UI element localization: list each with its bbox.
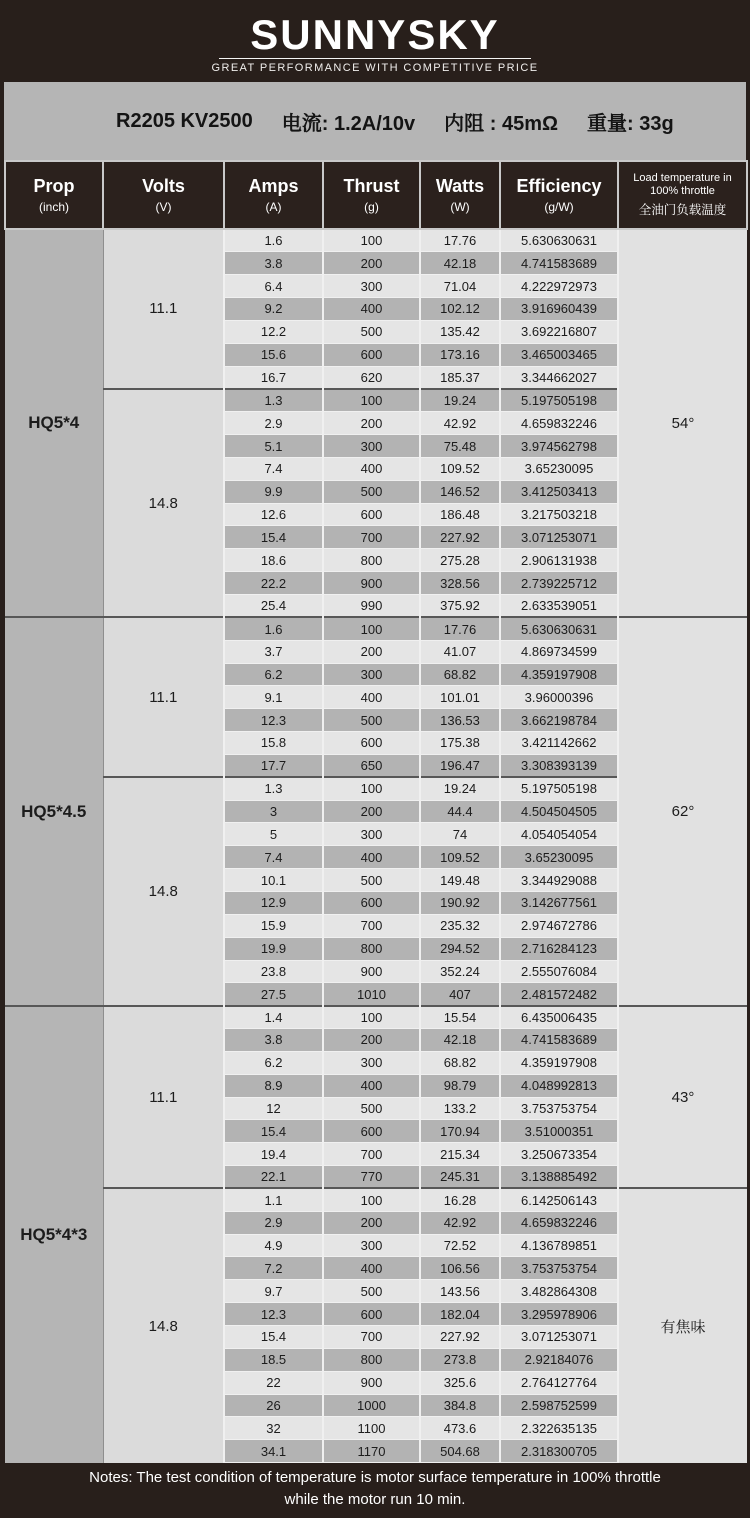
amps-cell: 1.3 bbox=[224, 777, 323, 800]
watts-cell: 352.24 bbox=[420, 960, 500, 983]
watts-cell: 245.31 bbox=[420, 1166, 500, 1189]
watts-cell: 473.6 bbox=[420, 1417, 500, 1440]
amps-cell: 10.1 bbox=[224, 869, 323, 892]
thrust-cell: 100 bbox=[323, 1188, 420, 1211]
efficiency-cell: 3.142677561 bbox=[500, 891, 618, 914]
tagline-divider bbox=[219, 58, 531, 59]
temp-cell: 54° bbox=[618, 229, 747, 617]
amps-cell: 22.2 bbox=[224, 572, 323, 595]
watts-cell: 135.42 bbox=[420, 320, 500, 343]
watts-cell: 190.92 bbox=[420, 891, 500, 914]
amps-cell: 2.9 bbox=[224, 412, 323, 435]
thrust-cell: 200 bbox=[323, 1029, 420, 1052]
thrust-cell: 200 bbox=[323, 412, 420, 435]
thrust-cell: 1000 bbox=[323, 1394, 420, 1417]
efficiency-cell: 2.633539051 bbox=[500, 595, 618, 618]
efficiency-cell: 3.138885492 bbox=[500, 1166, 618, 1189]
thrust-cell: 500 bbox=[323, 480, 420, 503]
efficiency-cell: 3.217503218 bbox=[500, 503, 618, 526]
efficiency-cell: 3.295978906 bbox=[500, 1303, 618, 1326]
watts-cell: 133.2 bbox=[420, 1097, 500, 1120]
volts-cell: 11.1 bbox=[103, 1006, 224, 1189]
thrust-cell: 500 bbox=[323, 1280, 420, 1303]
amps-cell: 22 bbox=[224, 1371, 323, 1394]
brand-header bbox=[4, 4, 746, 82]
efficiency-cell: 3.662198784 bbox=[500, 709, 618, 732]
amps-cell: 1.6 bbox=[224, 229, 323, 252]
efficiency-cell: 3.071253071 bbox=[500, 1326, 618, 1349]
efficiency-cell: 2.716284123 bbox=[500, 937, 618, 960]
thrust-cell: 600 bbox=[323, 891, 420, 914]
thrust-cell: 300 bbox=[323, 823, 420, 846]
efficiency-cell: 3.308393139 bbox=[500, 754, 618, 777]
amps-cell: 12 bbox=[224, 1097, 323, 1120]
watts-cell: 41.07 bbox=[420, 640, 500, 663]
watts-cell: 235.32 bbox=[420, 914, 500, 937]
amps-cell: 15.6 bbox=[224, 343, 323, 366]
watts-cell: 42.18 bbox=[420, 252, 500, 275]
amps-cell: 6.2 bbox=[224, 663, 323, 686]
amps-cell: 1.1 bbox=[224, 1188, 323, 1211]
efficiency-cell: 5.197505198 bbox=[500, 777, 618, 800]
efficiency-cell: 3.753753754 bbox=[500, 1257, 618, 1280]
thrust-cell: 300 bbox=[323, 1234, 420, 1257]
amps-cell: 9.2 bbox=[224, 298, 323, 321]
amps-cell: 15.4 bbox=[224, 1120, 323, 1143]
thrust-cell: 300 bbox=[323, 663, 420, 686]
thrust-cell: 500 bbox=[323, 869, 420, 892]
watts-cell: 294.52 bbox=[420, 937, 500, 960]
efficiency-cell: 4.136789851 bbox=[500, 1234, 618, 1257]
amps-cell: 3 bbox=[224, 800, 323, 823]
watts-cell: 504.68 bbox=[420, 1440, 500, 1463]
efficiency-cell: 4.659832246 bbox=[500, 412, 618, 435]
efficiency-cell: 5.630630631 bbox=[500, 229, 618, 252]
thrust-cell: 200 bbox=[323, 640, 420, 663]
amps-cell: 16.7 bbox=[224, 366, 323, 389]
watts-cell: 328.56 bbox=[420, 572, 500, 595]
col-header-thrust: Thrust (g) bbox=[323, 161, 420, 229]
thrust-cell: 300 bbox=[323, 1051, 420, 1074]
amps-cell: 27.5 bbox=[224, 983, 323, 1006]
thrust-cell: 1010 bbox=[323, 983, 420, 1006]
thrust-cell: 900 bbox=[323, 572, 420, 595]
efficiency-cell: 4.869734599 bbox=[500, 640, 618, 663]
volts-cell: 14.8 bbox=[103, 777, 224, 1005]
watts-cell: 17.76 bbox=[420, 229, 500, 252]
prop-cell: HQ5*4 bbox=[5, 229, 103, 617]
amps-cell: 15.9 bbox=[224, 914, 323, 937]
efficiency-cell: 2.318300705 bbox=[500, 1440, 618, 1463]
efficiency-cell: 2.481572482 bbox=[500, 983, 618, 1006]
motor-resistance: 内阻 : 45mΩ bbox=[444, 112, 559, 135]
amps-cell: 6.4 bbox=[224, 275, 323, 298]
temp-cell: 43° bbox=[618, 1006, 747, 1189]
amps-cell: 5 bbox=[224, 823, 323, 846]
col-header-amps: Amps (A) bbox=[224, 161, 323, 229]
watts-cell: 185.37 bbox=[420, 366, 500, 389]
thrust-cell: 500 bbox=[323, 320, 420, 343]
amps-cell: 15.4 bbox=[224, 1326, 323, 1349]
volts-cell: 14.8 bbox=[103, 389, 224, 617]
efficiency-cell: 4.359197908 bbox=[500, 663, 618, 686]
amps-cell: 6.2 bbox=[224, 1051, 323, 1074]
efficiency-cell: 3.916960439 bbox=[500, 298, 618, 321]
efficiency-cell: 2.906131938 bbox=[500, 549, 618, 572]
amps-cell: 7.4 bbox=[224, 846, 323, 869]
watts-cell: 149.48 bbox=[420, 869, 500, 892]
prop-cell: HQ5*4*3 bbox=[5, 1006, 103, 1463]
watts-cell: 101.01 bbox=[420, 686, 500, 709]
thrust-cell: 500 bbox=[323, 709, 420, 732]
amps-cell: 18.6 bbox=[224, 549, 323, 572]
thrust-cell: 600 bbox=[323, 503, 420, 526]
amps-cell: 12.6 bbox=[224, 503, 323, 526]
amps-cell: 17.7 bbox=[224, 754, 323, 777]
watts-cell: 182.04 bbox=[420, 1303, 500, 1326]
efficiency-cell: 6.142506143 bbox=[500, 1188, 618, 1211]
motor-weight: 重量: 33g bbox=[587, 112, 674, 135]
amps-cell: 1.4 bbox=[224, 1006, 323, 1029]
thrust-cell: 400 bbox=[323, 1074, 420, 1097]
notes-line-1: Notes: The test condition of temperature is motor surface temperature in 100% throttle bbox=[89, 1468, 661, 1486]
motor-model: R2205 KV2500 bbox=[116, 109, 253, 132]
thrust-cell: 990 bbox=[323, 595, 420, 618]
amps-cell: 12.3 bbox=[224, 1303, 323, 1326]
watts-cell: 227.92 bbox=[420, 1326, 500, 1349]
efficiency-cell: 3.344662027 bbox=[500, 366, 618, 389]
watts-cell: 175.38 bbox=[420, 732, 500, 755]
watts-cell: 136.53 bbox=[420, 709, 500, 732]
footer-notes bbox=[4, 1463, 746, 1514]
thrust-cell: 700 bbox=[323, 526, 420, 549]
watts-cell: 68.82 bbox=[420, 1051, 500, 1074]
thrust-cell: 770 bbox=[323, 1166, 420, 1189]
watts-cell: 170.94 bbox=[420, 1120, 500, 1143]
watts-cell: 325.6 bbox=[420, 1371, 500, 1394]
volts-cell: 11.1 bbox=[103, 229, 224, 389]
amps-cell: 12.3 bbox=[224, 709, 323, 732]
table-body bbox=[5, 229, 747, 1463]
watts-cell: 98.79 bbox=[420, 1074, 500, 1097]
thrust-cell: 700 bbox=[323, 1143, 420, 1166]
volts-cell: 14.8 bbox=[103, 1188, 224, 1462]
thrust-cell: 300 bbox=[323, 435, 420, 458]
watts-cell: 109.52 bbox=[420, 457, 500, 480]
efficiency-cell: 3.344929088 bbox=[500, 869, 618, 892]
amps-cell: 19.9 bbox=[224, 937, 323, 960]
thrust-cell: 620 bbox=[323, 366, 420, 389]
efficiency-cell: 2.598752599 bbox=[500, 1394, 618, 1417]
efficiency-cell: 2.92184076 bbox=[500, 1348, 618, 1371]
thrust-cell: 800 bbox=[323, 937, 420, 960]
amps-cell: 2.9 bbox=[224, 1211, 323, 1234]
watts-cell: 384.8 bbox=[420, 1394, 500, 1417]
amps-cell: 3.7 bbox=[224, 640, 323, 663]
motor-current: 电流: 1.2A/10v bbox=[281, 112, 416, 135]
efficiency-cell: 4.359197908 bbox=[500, 1051, 618, 1074]
thrust-cell: 650 bbox=[323, 754, 420, 777]
efficiency-cell: 3.071253071 bbox=[500, 526, 618, 549]
watts-cell: 143.56 bbox=[420, 1280, 500, 1303]
efficiency-cell: 3.65230095 bbox=[500, 846, 618, 869]
thrust-table bbox=[4, 160, 748, 1463]
watts-cell: 19.24 bbox=[420, 777, 500, 800]
amps-cell: 1.3 bbox=[224, 389, 323, 412]
table-header bbox=[5, 161, 747, 229]
thrust-cell: 100 bbox=[323, 777, 420, 800]
brand-logo: SUNNYSKY bbox=[250, 11, 500, 58]
thrust-cell: 300 bbox=[323, 275, 420, 298]
watts-cell: 275.28 bbox=[420, 549, 500, 572]
amps-cell: 23.8 bbox=[224, 960, 323, 983]
amps-cell: 32 bbox=[224, 1417, 323, 1440]
efficiency-cell: 3.65230095 bbox=[500, 457, 618, 480]
thrust-cell: 600 bbox=[323, 1120, 420, 1143]
watts-cell: 71.04 bbox=[420, 275, 500, 298]
thrust-cell: 600 bbox=[323, 732, 420, 755]
efficiency-cell: 4.659832246 bbox=[500, 1211, 618, 1234]
efficiency-cell: 3.482864308 bbox=[500, 1280, 618, 1303]
efficiency-cell: 3.51000351 bbox=[500, 1120, 618, 1143]
amps-cell: 15.8 bbox=[224, 732, 323, 755]
thrust-cell: 200 bbox=[323, 800, 420, 823]
table-row bbox=[5, 229, 747, 252]
amps-cell: 8.9 bbox=[224, 1074, 323, 1097]
thrust-cell: 100 bbox=[323, 617, 420, 640]
amps-cell: 34.1 bbox=[224, 1440, 323, 1463]
brand-tagline: GREAT PERFORMANCE WITH COMPETITIVE PRICE bbox=[211, 62, 539, 74]
watts-cell: 173.16 bbox=[420, 343, 500, 366]
watts-cell: 44.4 bbox=[420, 800, 500, 823]
efficiency-cell: 5.630630631 bbox=[500, 617, 618, 640]
efficiency-cell: 3.421142662 bbox=[500, 732, 618, 755]
amps-cell: 7.4 bbox=[224, 457, 323, 480]
watts-cell: 375.92 bbox=[420, 595, 500, 618]
col-header-watts: Watts (W) bbox=[420, 161, 500, 229]
watts-cell: 17.76 bbox=[420, 617, 500, 640]
amps-cell: 3.8 bbox=[224, 1029, 323, 1052]
watts-cell: 42.18 bbox=[420, 1029, 500, 1052]
watts-cell: 273.8 bbox=[420, 1348, 500, 1371]
efficiency-cell: 4.504504505 bbox=[500, 800, 618, 823]
thrust-cell: 200 bbox=[323, 1211, 420, 1234]
efficiency-cell: 4.054054054 bbox=[500, 823, 618, 846]
thrust-cell: 100 bbox=[323, 229, 420, 252]
thrust-cell: 500 bbox=[323, 1097, 420, 1120]
amps-cell: 12.2 bbox=[224, 320, 323, 343]
thrust-cell: 1170 bbox=[323, 1440, 420, 1463]
thrust-cell: 700 bbox=[323, 914, 420, 937]
table-row bbox=[5, 1188, 747, 1211]
efficiency-cell: 2.322635135 bbox=[500, 1417, 618, 1440]
amps-cell: 9.7 bbox=[224, 1280, 323, 1303]
thrust-cell: 1100 bbox=[323, 1417, 420, 1440]
col-header-load-temperature: Load temperature in 100% throttle 全油门负载温度 bbox=[618, 161, 747, 229]
thrust-cell: 900 bbox=[323, 960, 420, 983]
watts-cell: 74 bbox=[420, 823, 500, 846]
thrust-cell: 600 bbox=[323, 1303, 420, 1326]
amps-cell: 25.4 bbox=[224, 595, 323, 618]
amps-cell: 4.9 bbox=[224, 1234, 323, 1257]
col-header-prop: Prop (inch) bbox=[5, 161, 103, 229]
efficiency-cell: 3.692216807 bbox=[500, 320, 618, 343]
thrust-cell: 800 bbox=[323, 1348, 420, 1371]
amps-cell: 9.1 bbox=[224, 686, 323, 709]
efficiency-cell: 3.96000396 bbox=[500, 686, 618, 709]
thrust-cell: 400 bbox=[323, 298, 420, 321]
efficiency-cell: 3.974562798 bbox=[500, 435, 618, 458]
watts-cell: 109.52 bbox=[420, 846, 500, 869]
efficiency-cell: 3.250673354 bbox=[500, 1143, 618, 1166]
watts-cell: 215.34 bbox=[420, 1143, 500, 1166]
watts-cell: 146.52 bbox=[420, 480, 500, 503]
thrust-cell: 400 bbox=[323, 1257, 420, 1280]
efficiency-cell: 2.555076084 bbox=[500, 960, 618, 983]
table-row bbox=[5, 1006, 747, 1029]
amps-cell: 26 bbox=[224, 1394, 323, 1417]
thrust-cell: 400 bbox=[323, 846, 420, 869]
amps-cell: 12.9 bbox=[224, 891, 323, 914]
amps-cell: 9.9 bbox=[224, 480, 323, 503]
notes-line-2: while the motor run 10 min. bbox=[284, 1490, 466, 1508]
efficiency-cell: 3.412503413 bbox=[500, 480, 618, 503]
efficiency-cell: 4.222972973 bbox=[500, 275, 618, 298]
col-header-efficiency: Efficiency (g/W) bbox=[500, 161, 618, 229]
watts-cell: 196.47 bbox=[420, 754, 500, 777]
watts-cell: 68.82 bbox=[420, 663, 500, 686]
thrust-cell: 800 bbox=[323, 549, 420, 572]
watts-cell: 106.56 bbox=[420, 1257, 500, 1280]
thrust-cell: 200 bbox=[323, 252, 420, 275]
efficiency-cell: 4.741583689 bbox=[500, 1029, 618, 1052]
amps-cell: 19.4 bbox=[224, 1143, 323, 1166]
amps-cell: 22.1 bbox=[224, 1166, 323, 1189]
watts-cell: 407 bbox=[420, 983, 500, 1006]
amps-cell: 3.8 bbox=[224, 252, 323, 275]
watts-cell: 42.92 bbox=[420, 1211, 500, 1234]
efficiency-cell: 5.197505198 bbox=[500, 389, 618, 412]
watts-cell: 19.24 bbox=[420, 389, 500, 412]
amps-cell: 5.1 bbox=[224, 435, 323, 458]
efficiency-cell: 2.974672786 bbox=[500, 914, 618, 937]
thrust-cell: 400 bbox=[323, 686, 420, 709]
amps-cell: 18.5 bbox=[224, 1348, 323, 1371]
thrust-cell: 100 bbox=[323, 389, 420, 412]
amps-cell: 1.6 bbox=[224, 617, 323, 640]
amps-cell: 15.4 bbox=[224, 526, 323, 549]
efficiency-cell: 4.048992813 bbox=[500, 1074, 618, 1097]
efficiency-cell: 4.741583689 bbox=[500, 252, 618, 275]
amps-cell: 7.2 bbox=[224, 1257, 323, 1280]
watts-cell: 72.52 bbox=[420, 1234, 500, 1257]
efficiency-cell: 2.739225712 bbox=[500, 572, 618, 595]
prop-cell: HQ5*4.5 bbox=[5, 617, 103, 1005]
temp-cell: 62° bbox=[618, 617, 747, 1005]
efficiency-cell: 2.764127764 bbox=[500, 1371, 618, 1394]
watts-cell: 75.48 bbox=[420, 435, 500, 458]
thrust-cell: 700 bbox=[323, 1326, 420, 1349]
efficiency-cell: 6.435006435 bbox=[500, 1006, 618, 1029]
efficiency-cell: 3.753753754 bbox=[500, 1097, 618, 1120]
watts-cell: 186.48 bbox=[420, 503, 500, 526]
thrust-cell: 400 bbox=[323, 457, 420, 480]
watts-cell: 227.92 bbox=[420, 526, 500, 549]
watts-cell: 102.12 bbox=[420, 298, 500, 321]
motor-specs-bar bbox=[4, 82, 746, 160]
temp-cell: 有焦味 bbox=[618, 1188, 747, 1462]
watts-cell: 16.28 bbox=[420, 1188, 500, 1211]
thrust-cell: 900 bbox=[323, 1371, 420, 1394]
thrust-cell: 100 bbox=[323, 1006, 420, 1029]
efficiency-cell: 3.465003465 bbox=[500, 343, 618, 366]
volts-cell: 11.1 bbox=[103, 617, 224, 777]
col-header-volts: Volts (V) bbox=[103, 161, 224, 229]
table-row bbox=[5, 617, 747, 640]
thrust-cell: 600 bbox=[323, 343, 420, 366]
watts-cell: 42.92 bbox=[420, 412, 500, 435]
watts-cell: 15.54 bbox=[420, 1006, 500, 1029]
